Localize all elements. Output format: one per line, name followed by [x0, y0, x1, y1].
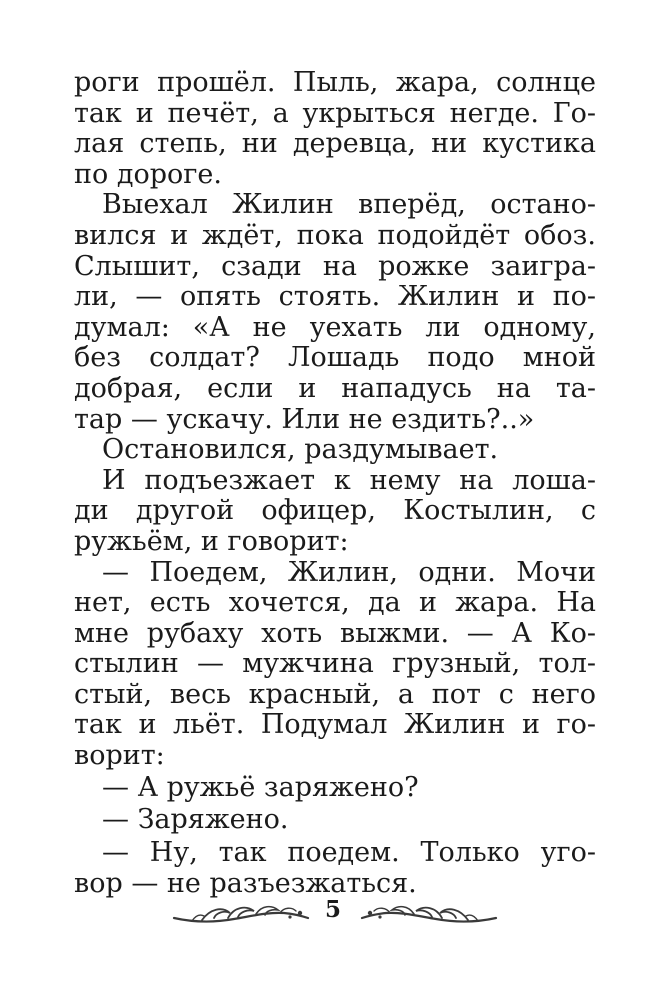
book-page-text	[74, 68, 596, 900]
text-line: стылин — мужчина грузный, тол-	[74, 649, 596, 680]
text-line: Слышит, сзади на рожке заигра-	[74, 251, 596, 282]
page-footer	[0, 893, 666, 933]
text-line: ружьём, и говорит:	[74, 526, 349, 557]
page-number: 5	[324, 896, 341, 923]
text-line: — Заряжено.	[102, 804, 289, 836]
text-line: ди другой офицер, Костылин, с	[74, 496, 596, 527]
text-line: стый, весь красный, а пот с него	[74, 679, 596, 710]
text-line: — Поедем, Жилин, одни. Мочи	[102, 557, 596, 588]
text-line: думал: «А не уехать ли одному,	[74, 312, 596, 343]
text-line: Остановился, раздумывает.	[102, 435, 499, 466]
text-line: вился и ждёт, пока подойдёт обоз.	[74, 220, 596, 251]
text-line: ли, — опять стоять. Жилин и по-	[74, 282, 596, 313]
text-line: вор — не разъезжаться.	[74, 869, 417, 900]
text-line: добрая, если и нападусь на та-	[74, 373, 596, 404]
text-line: — Ну, так поедем. Только уго-	[102, 836, 596, 868]
text-line: роги прошёл. Пыль, жара, солнце	[74, 68, 596, 98]
text-line: лая степь, ни деревца, ни кустика	[74, 129, 596, 160]
text-line: по дороге.	[74, 159, 222, 190]
text-line: без солдат? Лошадь подо мной	[74, 343, 596, 374]
text-line: так и печёт, а укрыться негде. Го-	[74, 98, 596, 129]
text-line: нет, есть хочется, да и жара. На	[74, 588, 596, 619]
text-line: тар — ускачу. Или не ездить?..»	[74, 404, 535, 435]
text-line: — А ружьё заряжено?	[102, 771, 419, 803]
flourish-ornament-right-icon	[358, 901, 498, 927]
text-line: Выехал Жилин вперёд, остано-	[102, 190, 596, 221]
text-line: мне рубаху хоть выжми. — А Ко-	[74, 618, 596, 649]
text-line: И подъезжает к нему на лоша-	[102, 465, 596, 496]
text-line: так и льёт. Подумал Жилин и го-	[74, 710, 596, 741]
text-line: ворит:	[74, 741, 165, 772]
